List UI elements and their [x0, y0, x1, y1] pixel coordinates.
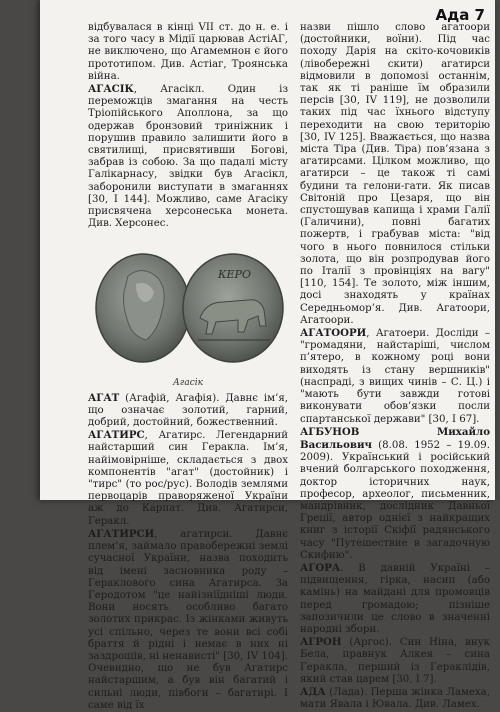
dictionary-entry [300, 636, 490, 686]
entry-text: , Агасікл. Один із переможців змагання на честь Тріопійського Аполлона, за що одержав бронзовий триніжник і порушив правило залишити його в святилищі, присвятивши Богові, забрав із собою. За що падалі місту Галікарнасу, звідки був Агасікл, заборонили виступати в змаганнях [30, I 144]. Можливо, саме Агасіку присвячена херсонеська монета. Див. Херсонес. [88, 84, 288, 230]
dictionary-entry [300, 686, 490, 711]
coin-legend: КЕРO [218, 268, 251, 282]
dictionary-entry [88, 528, 288, 712]
dictionary-entry [88, 392, 288, 430]
entry-headword: АДА [300, 685, 326, 698]
figure-caption: Агасік [172, 378, 204, 389]
book-page [40, 0, 495, 711]
dictionary-entry [300, 327, 490, 426]
entry-text: , агатирси. Давнє плем’я, займало правобережні землі сучасної України, назва походить від імені засновника роду – Гераклового сина Агатирса. За Геродотом "це найізніїдніші люди. Вони носять особливо багато золотих прикрас. Із жінками живуть усі спільно, через те вони всі собі браття й рідні і немає в них ні заздрощів, ні ненависті" [30, IV 104]. Очевидно, що не був Агатирс найстаршим, а був він багатий і сильні люди, півбоги – багатирі. І саме від їх [88, 528, 288, 711]
left-column [88, 22, 288, 712]
entry-text: , Агатирс. Легендарний найстарший син Геракла. Ім’я, найімовірніше, складається з двох компонентів "агат" (достойник) і "тирс" (то рос/рус). Володів землями первоцарів праворяженої України аж до Карпат. Див. Агатирси, Геракл. [88, 430, 288, 527]
dictionary-entry [88, 429, 288, 528]
entry-headword: АГОРА [300, 561, 341, 574]
entry-text: (8.08. 1952 – 19.09. 2009). Український і російський вчений болгарського походження, доктор історичних наук, професор, археолог, письменник, мандрівник, дослідник Давньої Греції, автор однієї з найкращих книг з історії Скіфії радянського часу "Путешествие в загадочную Скифию". [300, 439, 490, 561]
dictionary-entry [88, 83, 288, 230]
entry-text: , Агатоери. Досліди – "громадяни, найстаріші, числом п’ятеро, в кожному році вони виходять із стану вершників" (наспраді, з вищих чинів – С. Ц.) і "мають бути завжди готові виконувати обов’язки посли спартанської держави" [30, I 67]. [300, 328, 490, 425]
entry-headword: АГАТИРСИ [88, 527, 155, 540]
entry-text: . В давній Україні – підвищення, гірка, насип (або камінь) на майдані для промовців перед громадою; пізніше запозичили це слово в значенні народні збори. [300, 562, 490, 635]
entry-text: (Аргос). Син Ніна, внук Бела, правнук Алкея – сина Геракла, перший із Гераклідів, який став царем [30, I 7]. [300, 637, 490, 685]
entry-headword: АГРОН [300, 636, 342, 649]
right-column [300, 22, 490, 711]
dictionary-entry [88, 22, 288, 83]
running-head: Ада 7 [435, 6, 485, 24]
dictionary-entry [300, 22, 490, 327]
entry-text: (Лада). Перша жінка Ламеха, мати Явала і Ювала. Див. Ламех. [300, 686, 490, 711]
entry-text: (Агафій, Агафія). Давнє ім’я, що означає золотий, гарний, добрий, достойний, божественний. [88, 392, 288, 429]
entry-headword: АГАТООРИ [300, 327, 367, 340]
coin-image [88, 236, 288, 376]
coin-illustration [88, 233, 288, 379]
entry-text: відбувалася в кінці VII ст. до н. е. і за того часу в Мідії царював АстіАГ, не виключено, що Агамемнон є його прототипом. Див. Астіаг, Троянська війна. [88, 22, 288, 82]
entry-headword: АГАТИРС [88, 429, 145, 442]
entry-headword: АГАСІК [88, 83, 134, 96]
entry-headword: АГАТ [88, 391, 120, 404]
dictionary-entry [300, 426, 490, 562]
entry-headword: АГБУНОВ Михайло Васильович [300, 425, 490, 451]
entry-text: назви пішло слово агатоори (достойники, воїни). Під час походу Дарія на скіто-кочовиків (лівобережні скити) агатирси відмовили в допомозі останнім, так як ті раніше їм образили персів [30, IV 119], не дозволили таких під час їхнього відступу переходити на свою територію [30, IV 125]. Вважається, що назва міста Тіра (Див. Тіра) пов’язана з агатирсами. Цілком можливо, що агатирси – це також ті самі будини та гелони-гати. Як писав Світоній про Цезаря, що він спустошував капища і храми Галії (Галичини), повні багатих пожертв, і грабував міста: "від чого в нього повнилося стільки золота, що він розпродував його по Італії з провінціях на вагу" [110, 154]. Те золото, між іншим, досі знаходять у країнах Середньомор’я. Див. Агатоори, Агатоори. [300, 22, 490, 326]
dictionary-entry [300, 562, 490, 636]
